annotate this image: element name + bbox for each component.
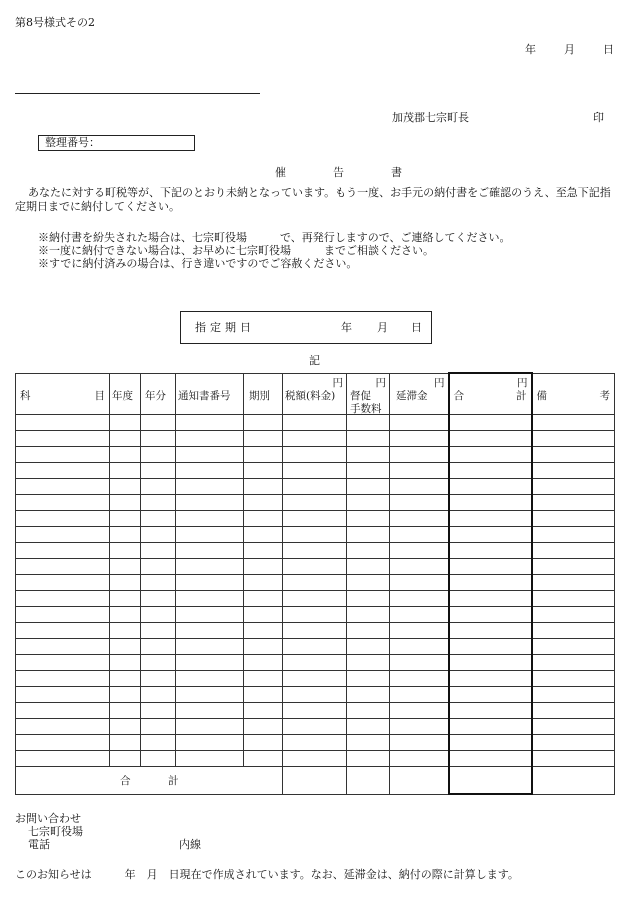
table-cell — [244, 463, 283, 479]
table-cell — [347, 719, 390, 735]
due-month: 月 — [377, 321, 388, 334]
table-cell — [176, 479, 244, 495]
table-cell — [16, 415, 110, 431]
table-cell — [390, 447, 449, 463]
table-cell — [176, 527, 244, 543]
table-cell — [16, 431, 110, 447]
table-cell — [283, 415, 347, 431]
table-cell — [390, 559, 449, 575]
table-cell — [347, 559, 390, 575]
table-cell — [176, 719, 244, 735]
table-cell — [141, 687, 176, 703]
table-cell — [532, 495, 615, 511]
table-cell — [110, 655, 141, 671]
table-cell — [283, 495, 347, 511]
header-term: 期別 — [244, 373, 283, 415]
table-cell — [176, 591, 244, 607]
table-cell — [449, 463, 532, 479]
table-cell — [449, 703, 532, 719]
table-cell — [141, 703, 176, 719]
table-cell — [110, 463, 141, 479]
table-cell — [283, 703, 347, 719]
table-cell — [532, 527, 615, 543]
table-cell — [244, 639, 283, 655]
table-cell — [347, 703, 390, 719]
table-cell — [16, 447, 110, 463]
table-cell — [532, 447, 615, 463]
table-cell — [283, 431, 347, 447]
table-row — [16, 575, 615, 591]
table-cell — [532, 431, 615, 447]
table-cell — [449, 447, 532, 463]
table-cell — [347, 415, 390, 431]
table-cell — [449, 655, 532, 671]
table-cell — [110, 415, 141, 431]
table-cell — [390, 575, 449, 591]
table-cell — [390, 607, 449, 623]
header-notice-number: 通知書番号 — [176, 373, 244, 415]
table-cell — [110, 735, 141, 751]
table-cell — [390, 543, 449, 559]
table-cell — [532, 687, 615, 703]
table-cell — [176, 559, 244, 575]
total-sum-cell — [449, 767, 532, 795]
table-cell — [16, 671, 110, 687]
table-cell — [176, 431, 244, 447]
table-cell — [449, 575, 532, 591]
table-cell — [390, 735, 449, 751]
table-row — [16, 703, 615, 719]
table-row — [16, 655, 615, 671]
table-cell — [532, 703, 615, 719]
table-cell — [244, 703, 283, 719]
table-cell — [449, 559, 532, 575]
table-row — [16, 415, 615, 431]
table-cell — [532, 543, 615, 559]
table-cell — [16, 463, 110, 479]
table-cell — [390, 703, 449, 719]
table-cell — [16, 543, 110, 559]
header-late-fee: 円 延滞金 — [390, 373, 449, 415]
table-cell — [283, 751, 347, 767]
table-cell — [390, 687, 449, 703]
due-year: 年 — [341, 321, 352, 334]
table-cell — [390, 655, 449, 671]
table-cell — [347, 479, 390, 495]
table-cell — [141, 607, 176, 623]
table-cell — [283, 447, 347, 463]
table-row — [16, 431, 615, 447]
ki-heading: 記 — [309, 354, 320, 367]
table-cell — [532, 623, 615, 639]
table-cell — [244, 655, 283, 671]
table-cell — [449, 623, 532, 639]
table-row — [16, 607, 615, 623]
table-cell — [390, 623, 449, 639]
table-cell — [141, 559, 176, 575]
table-cell — [16, 751, 110, 767]
table-cell — [110, 687, 141, 703]
table-row — [16, 735, 615, 751]
table-cell — [110, 639, 141, 655]
document-title: 催 告 書 — [275, 166, 420, 179]
table-cell — [176, 639, 244, 655]
table-cell — [390, 511, 449, 527]
table-cell — [110, 511, 141, 527]
recipient-line — [15, 93, 260, 94]
table-cell — [283, 735, 347, 751]
table-cell — [16, 687, 110, 703]
table-cell — [176, 415, 244, 431]
table-cell — [176, 463, 244, 479]
table-cell — [16, 735, 110, 751]
form-number: 第8号様式その2 — [15, 16, 95, 29]
date-month: 月 — [564, 43, 575, 56]
table-cell — [141, 415, 176, 431]
table-cell — [449, 735, 532, 751]
table-cell — [176, 511, 244, 527]
table-cell — [16, 511, 110, 527]
table-cell — [283, 479, 347, 495]
table-cell — [390, 431, 449, 447]
table-cell — [110, 431, 141, 447]
table-cell — [110, 479, 141, 495]
table-cell — [244, 415, 283, 431]
table-cell — [449, 639, 532, 655]
table-cell — [110, 447, 141, 463]
table-cell — [283, 575, 347, 591]
table-cell — [449, 543, 532, 559]
table-cell — [16, 607, 110, 623]
due-day: 日 — [411, 321, 422, 334]
due-date-label: 指定期日 — [195, 321, 255, 334]
total-label: 合 計 — [16, 767, 283, 795]
note-item: ※一度に納付できない場合は、お早めに七宗町役場 までご相談ください。 — [38, 244, 434, 257]
table-cell — [347, 687, 390, 703]
table-cell — [110, 495, 141, 511]
table-cell — [532, 415, 615, 431]
table-cell — [283, 543, 347, 559]
total-fee-cell — [347, 767, 390, 795]
total-remarks-cell — [532, 767, 615, 795]
table-cell — [449, 511, 532, 527]
table-cell — [176, 655, 244, 671]
table-cell — [449, 527, 532, 543]
table-cell — [283, 655, 347, 671]
table-cell — [390, 527, 449, 543]
table-cell — [141, 479, 176, 495]
table-cell — [449, 687, 532, 703]
table-cell — [390, 591, 449, 607]
table-cell — [244, 735, 283, 751]
table-cell — [347, 527, 390, 543]
table-cell — [16, 655, 110, 671]
table-cell — [532, 463, 615, 479]
table-cell — [16, 623, 110, 639]
table-cell — [244, 447, 283, 463]
table-cell — [283, 463, 347, 479]
contact-phone: 電話 内線 — [28, 838, 201, 851]
table-cell — [449, 671, 532, 687]
contact-heading: お問い合わせ — [15, 812, 81, 825]
table-row — [16, 719, 615, 735]
seal-mark: 印 — [593, 111, 604, 124]
table-cell — [141, 655, 176, 671]
table-cell — [176, 623, 244, 639]
table-cell — [176, 671, 244, 687]
table-cell — [283, 639, 347, 655]
table-cell — [141, 639, 176, 655]
issue-date — [525, 41, 614, 57]
table-cell — [347, 735, 390, 751]
table-cell — [390, 671, 449, 687]
table-cell — [244, 559, 283, 575]
table-row — [16, 751, 615, 767]
table-cell — [532, 575, 615, 591]
table-cell — [16, 719, 110, 735]
table-cell — [141, 623, 176, 639]
header-year: 年度 — [110, 373, 141, 415]
table-cell — [141, 447, 176, 463]
table-cell — [532, 671, 615, 687]
table-cell — [390, 751, 449, 767]
table-cell — [141, 735, 176, 751]
note-item: ※納付書を紛失された場合は、七宗町役場 で、再発行しますので、ご連絡してください。 — [38, 231, 511, 244]
table-cell — [16, 591, 110, 607]
table-cell — [347, 511, 390, 527]
table-cell — [283, 687, 347, 703]
table-total-row — [16, 767, 615, 795]
total-tax-cell — [283, 767, 347, 795]
table-cell — [244, 511, 283, 527]
table-cell — [532, 591, 615, 607]
table-cell — [176, 735, 244, 751]
table-cell — [110, 719, 141, 735]
table-cell — [449, 415, 532, 431]
table-cell — [141, 543, 176, 559]
header-remarks: 備 考 — [532, 373, 615, 415]
table-cell — [347, 655, 390, 671]
note-item: ※すでに納付済みの場合は、行き違いですのでご容赦ください。 — [38, 257, 358, 270]
table-cell — [283, 591, 347, 607]
issuer: 加茂郡七宗町長 — [392, 111, 469, 124]
table-cell — [141, 575, 176, 591]
table-row — [16, 479, 615, 495]
table-cell — [449, 607, 532, 623]
date-year: 年 — [525, 43, 536, 56]
table-cell — [16, 495, 110, 511]
table-cell — [244, 671, 283, 687]
table-cell — [347, 463, 390, 479]
table-cell — [390, 479, 449, 495]
table-cell — [283, 607, 347, 623]
table-cell — [110, 559, 141, 575]
table-cell — [347, 607, 390, 623]
table-cell — [110, 623, 141, 639]
table-cell — [283, 671, 347, 687]
table-cell — [532, 735, 615, 751]
table-cell — [390, 495, 449, 511]
table-row — [16, 527, 615, 543]
table-row — [16, 495, 615, 511]
date-day: 日 — [603, 43, 614, 56]
header-subject: 科 目 — [16, 373, 110, 415]
table-cell — [244, 479, 283, 495]
table-row — [16, 623, 615, 639]
table-header-row — [16, 373, 615, 415]
table-cell — [532, 511, 615, 527]
table-cell — [244, 687, 283, 703]
table-cell — [283, 623, 347, 639]
table-cell — [532, 751, 615, 767]
table-cell — [532, 479, 615, 495]
table-cell — [244, 623, 283, 639]
table-row — [16, 447, 615, 463]
body-text: あなたに対する町税等が、下記のとおり未納となっています。もう一度、お手元の納付書をご確認のうえ、至急下記指定期日までに納付してください。 — [15, 186, 611, 213]
table-cell — [141, 671, 176, 687]
table-cell — [141, 527, 176, 543]
table-cell — [244, 495, 283, 511]
table-cell — [449, 751, 532, 767]
table-cell — [449, 431, 532, 447]
total-late-cell — [390, 767, 449, 795]
table-cell — [283, 511, 347, 527]
reference-number-box — [38, 135, 195, 151]
table-cell — [347, 623, 390, 639]
header-total: 円 合 計 — [449, 373, 532, 415]
table-cell — [110, 575, 141, 591]
table-cell — [110, 671, 141, 687]
table-row — [16, 543, 615, 559]
table-cell — [244, 591, 283, 607]
table-cell — [16, 527, 110, 543]
table-cell — [141, 511, 176, 527]
footer-note: このお知らせは 年 月 日現在で作成されています。なお、延滞金は、納付の際に計算します。 — [15, 868, 519, 881]
table-cell — [176, 703, 244, 719]
table-row — [16, 639, 615, 655]
header-fee: 円 督促 手数料 — [347, 373, 390, 415]
table-cell — [110, 591, 141, 607]
table-cell — [347, 575, 390, 591]
table-cell — [176, 543, 244, 559]
table-cell — [390, 639, 449, 655]
table-cell — [390, 719, 449, 735]
table-row — [16, 591, 615, 607]
reference-number-label: 整理番号： — [45, 136, 100, 149]
table-cell — [449, 719, 532, 735]
notes — [38, 231, 511, 270]
table-cell — [141, 751, 176, 767]
table-row — [16, 687, 615, 703]
table-cell — [532, 655, 615, 671]
table-cell — [449, 479, 532, 495]
table-cell — [16, 575, 110, 591]
table-cell — [16, 479, 110, 495]
table-cell — [532, 607, 615, 623]
table-cell — [141, 719, 176, 735]
table-cell — [347, 495, 390, 511]
table-cell — [244, 543, 283, 559]
table-cell — [283, 527, 347, 543]
table-cell — [449, 591, 532, 607]
table-cell — [176, 575, 244, 591]
table-row — [16, 559, 615, 575]
header-tax: 円 税額(料金) — [283, 373, 347, 415]
table-cell — [390, 463, 449, 479]
header-period: 年分 — [141, 373, 176, 415]
table-cell — [176, 751, 244, 767]
table-row — [16, 511, 615, 527]
arrears-table — [15, 372, 615, 795]
table-cell — [141, 495, 176, 511]
due-date-box — [180, 311, 432, 344]
table-cell — [347, 591, 390, 607]
table-cell — [532, 719, 615, 735]
table-cell — [110, 527, 141, 543]
table-cell — [390, 415, 449, 431]
table-row — [16, 671, 615, 687]
table-cell — [347, 447, 390, 463]
table-cell — [347, 431, 390, 447]
table-cell — [176, 447, 244, 463]
table-cell — [244, 575, 283, 591]
table-cell — [110, 703, 141, 719]
table-cell — [347, 543, 390, 559]
table-cell — [244, 607, 283, 623]
table-cell — [110, 751, 141, 767]
table-cell — [141, 431, 176, 447]
table-cell — [532, 639, 615, 655]
table-cell — [283, 559, 347, 575]
table-cell — [176, 607, 244, 623]
table-cell — [176, 495, 244, 511]
table-cell — [532, 559, 615, 575]
table-cell — [110, 543, 141, 559]
table-cell — [244, 751, 283, 767]
table-cell — [16, 703, 110, 719]
table-cell — [283, 719, 347, 735]
table-cell — [347, 671, 390, 687]
table-row — [16, 463, 615, 479]
table-cell — [244, 719, 283, 735]
table-cell — [449, 495, 532, 511]
table-cell — [244, 527, 283, 543]
table-cell — [141, 591, 176, 607]
contact-info — [15, 812, 201, 851]
contact-office: 七宗町役場 — [28, 825, 83, 838]
table-cell — [16, 639, 110, 655]
table-cell — [176, 687, 244, 703]
table-cell — [244, 431, 283, 447]
table-cell — [141, 463, 176, 479]
table-cell — [110, 607, 141, 623]
table-cell — [347, 639, 390, 655]
table-cell — [16, 559, 110, 575]
table-cell — [347, 751, 390, 767]
